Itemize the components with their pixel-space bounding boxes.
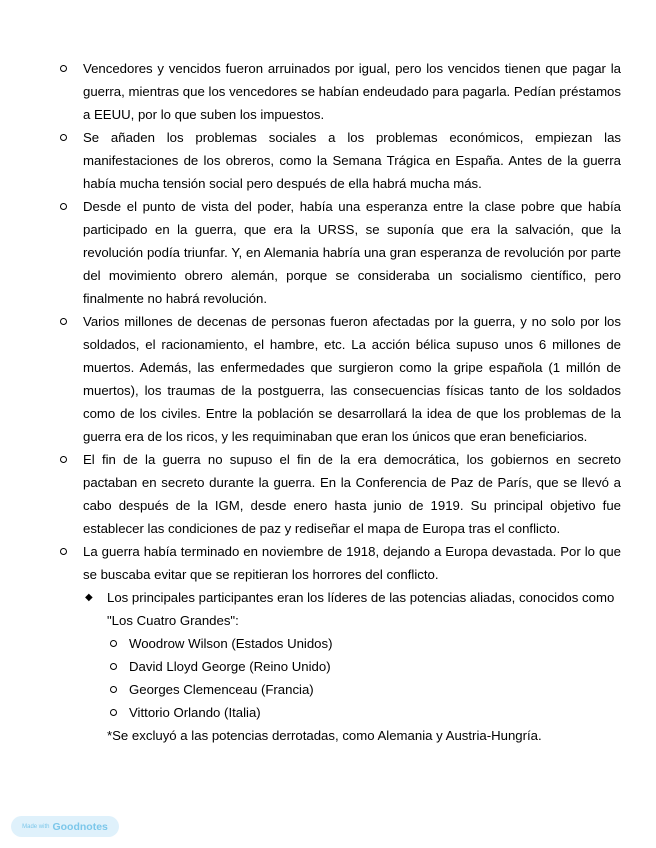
bullet-item-last: [83, 540, 621, 747]
leader-item: David Lloyd George (Reino Unido): [129, 655, 621, 678]
bullet-item-text: La guerra había terminado en noviembre de 1918, dejando a Europa devastada. Por lo que se buscaba evitar que se repitieran los horrores del conflicto.: [83, 544, 621, 582]
main-bullet-list: [0, 57, 621, 747]
bullet-item: El fin de la guerra no supuso el fin de la era democrática, los gobiernos en secreto pactaban en secreto durante la guerra. En la Conferencia de Paz de París, que se llevó a cabo después de la IGM, desde enero hasta junio de 1919. Su principal objetivo fue establecer las condiciones de paz y rediseñar el mapa de Europa tras el conflicto.: [83, 448, 621, 540]
sub-bullet-text: Los principales participantes eran los líderes de las potencias aliadas, conocidos como "Los Cuatro Grandes":: [107, 590, 615, 628]
bullet-item: Varios millones de decenas de personas fueron afectadas por la guerra, y no solo por los soldados, el racionamiento, el hambre, etc. La acción bélica supuso unos 6 millones de muertos. Además, las enfermedades que surgieron como la gripe española (1 millón de muertos), los traumas de la postguerra, las consecuencias físicas tanto de los soldados como de los civiles. Entre la población se desarrollará la idea de que los problemas de la guerra era de los ricos, y les requiminaban que eran los únicos que eran beneficiarios.: [83, 310, 621, 448]
sub-bullet-list: [83, 586, 621, 747]
footnote: *Se excluyó a las potencias derrotadas, como Alemania y Austria-Hungría.: [107, 728, 542, 743]
leader-item: Vittorio Orlando (Italia): [129, 701, 621, 724]
leaders-list: [107, 632, 621, 724]
badge-made-with: Made with: [22, 823, 50, 830]
bullet-item: Se añaden los problemas sociales a los problemas económicos, empiezan las manifestaciones de los obreros, como la Semana Trágica en España. Antes de la guerra había mucha tensión social pero después de ella habrá mucha más.: [83, 126, 621, 195]
sub-bullet-item: [107, 586, 621, 747]
bullet-item: Vencedores y vencidos fueron arruinados por igual, pero los vencidos tienen que pagar la guerra, mientras que los vencedores se habían endeudado para pagarla. Pedían préstamos a EEUU, por lo que suben los impuestos.: [83, 57, 621, 126]
bullet-item: Desde el punto de vista del poder, había una esperanza entre la clase pobre que había participado en la guerra, que era la URSS, se suponía que era la salvación, que la revolución podía triunfar. Y, en Alemania habría una gran esperanza de revolución por parte del movimiento obrero alemán, porque se consideraba un socialismo científico, pero finalmente no habrá revolución.: [83, 195, 621, 310]
leader-item: Georges Clemenceau (Francia): [129, 678, 621, 701]
badge-brand: Goodnotes: [52, 820, 108, 833]
leader-item: Woodrow Wilson (Estados Unidos): [129, 632, 621, 655]
goodnotes-badge: [11, 816, 119, 837]
notes-page: [0, 57, 656, 747]
